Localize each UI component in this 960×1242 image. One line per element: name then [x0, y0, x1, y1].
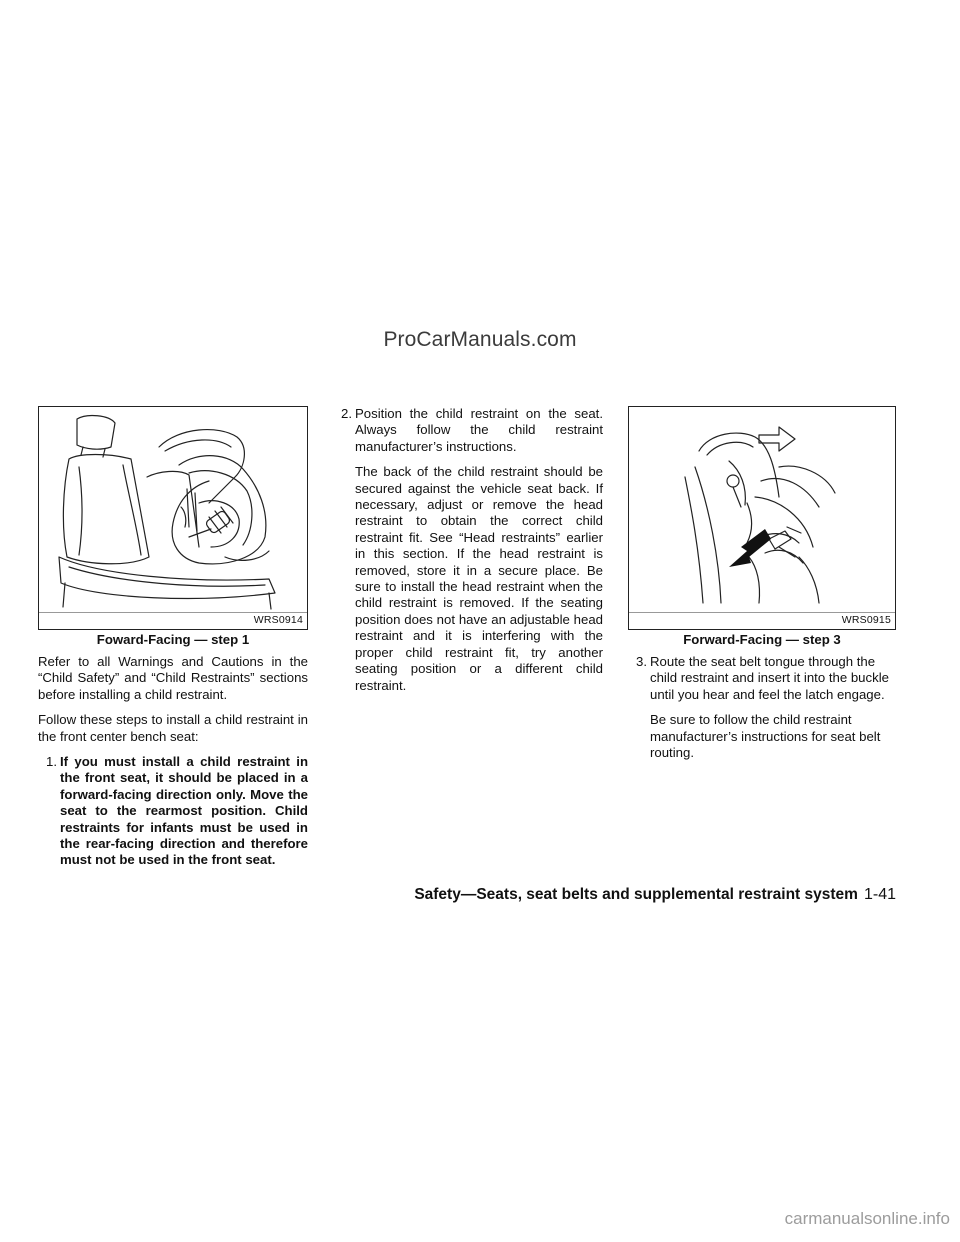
figure-forward-facing-step1	[38, 406, 308, 630]
figure-code: WRS0915	[841, 614, 891, 626]
step-text: Route the seat belt tongue through the child restraint and insert it into the buckle until you hear and feel the latch engage.	[650, 654, 889, 702]
section-title: Safety—Seats, seat belts and supplemental restraint system	[414, 886, 858, 903]
list-item	[38, 754, 308, 869]
step-text: If you must install a child restraint in the front seat, it should be placed in a forward-facing direction only. Move the seat to the rearmost position. Child restraints for infants must be used in the rear-facing direction and therefore must not be used in the front seat.	[60, 754, 308, 868]
figure-code: WRS0914	[253, 614, 303, 626]
list-item	[333, 406, 603, 455]
child-seat-on-front-seat-illustration	[39, 407, 307, 613]
text-column-3	[628, 654, 898, 761]
watermark-top: ProCarManuals.com	[383, 328, 577, 351]
step-number: 3.	[636, 654, 647, 669]
paragraph: Be sure to follow the child restraint manufacturer’s instructions for seat belt routing.	[650, 712, 881, 761]
text-column-2	[333, 406, 603, 694]
figure-code-bar	[39, 612, 307, 629]
figure-caption: Forward-Facing — step 3	[683, 632, 841, 647]
paragraph: Follow these steps to install a child restraint in the front center bench seat:	[38, 712, 308, 744]
paragraph: Refer to all Warnings and Cautions in the “Child Safety” and “Child Restraints” sections before installing a child restraint.	[38, 654, 308, 702]
paragraph: The back of the child restraint should be secured against the vehicle seat back. If necessary, adjust or remove the head restraint to obtain the correct child restraint fit. See “Head restraints” earlier in this section. If the head restraint is removed, store it in a secure place. Be sure to install the head restraint when the child restraint is removed. If the seating position does not have an adjustable head restraint and it is interfering with the proper child restraint fit, try another seating position or a different child restraint.	[355, 464, 603, 693]
figure-code-bar	[629, 612, 895, 629]
seat-belt-routing-illustration	[629, 407, 895, 613]
text-column-1	[38, 654, 308, 869]
list-item	[628, 654, 898, 703]
page-footer	[0, 886, 896, 904]
page-number: 1-41	[863, 886, 896, 903]
step-number: 1.	[46, 754, 57, 770]
watermark-bottom: carmanualsonline.info	[784, 1209, 950, 1228]
step-number: 2.	[341, 406, 352, 421]
step-text: Position the child restraint on the seat. Always follow the child restraint manufacturer’s instructions.	[355, 406, 603, 454]
figure-caption: Foward-Facing — step 1	[96, 632, 250, 647]
figure-forward-facing-step3	[628, 406, 896, 630]
